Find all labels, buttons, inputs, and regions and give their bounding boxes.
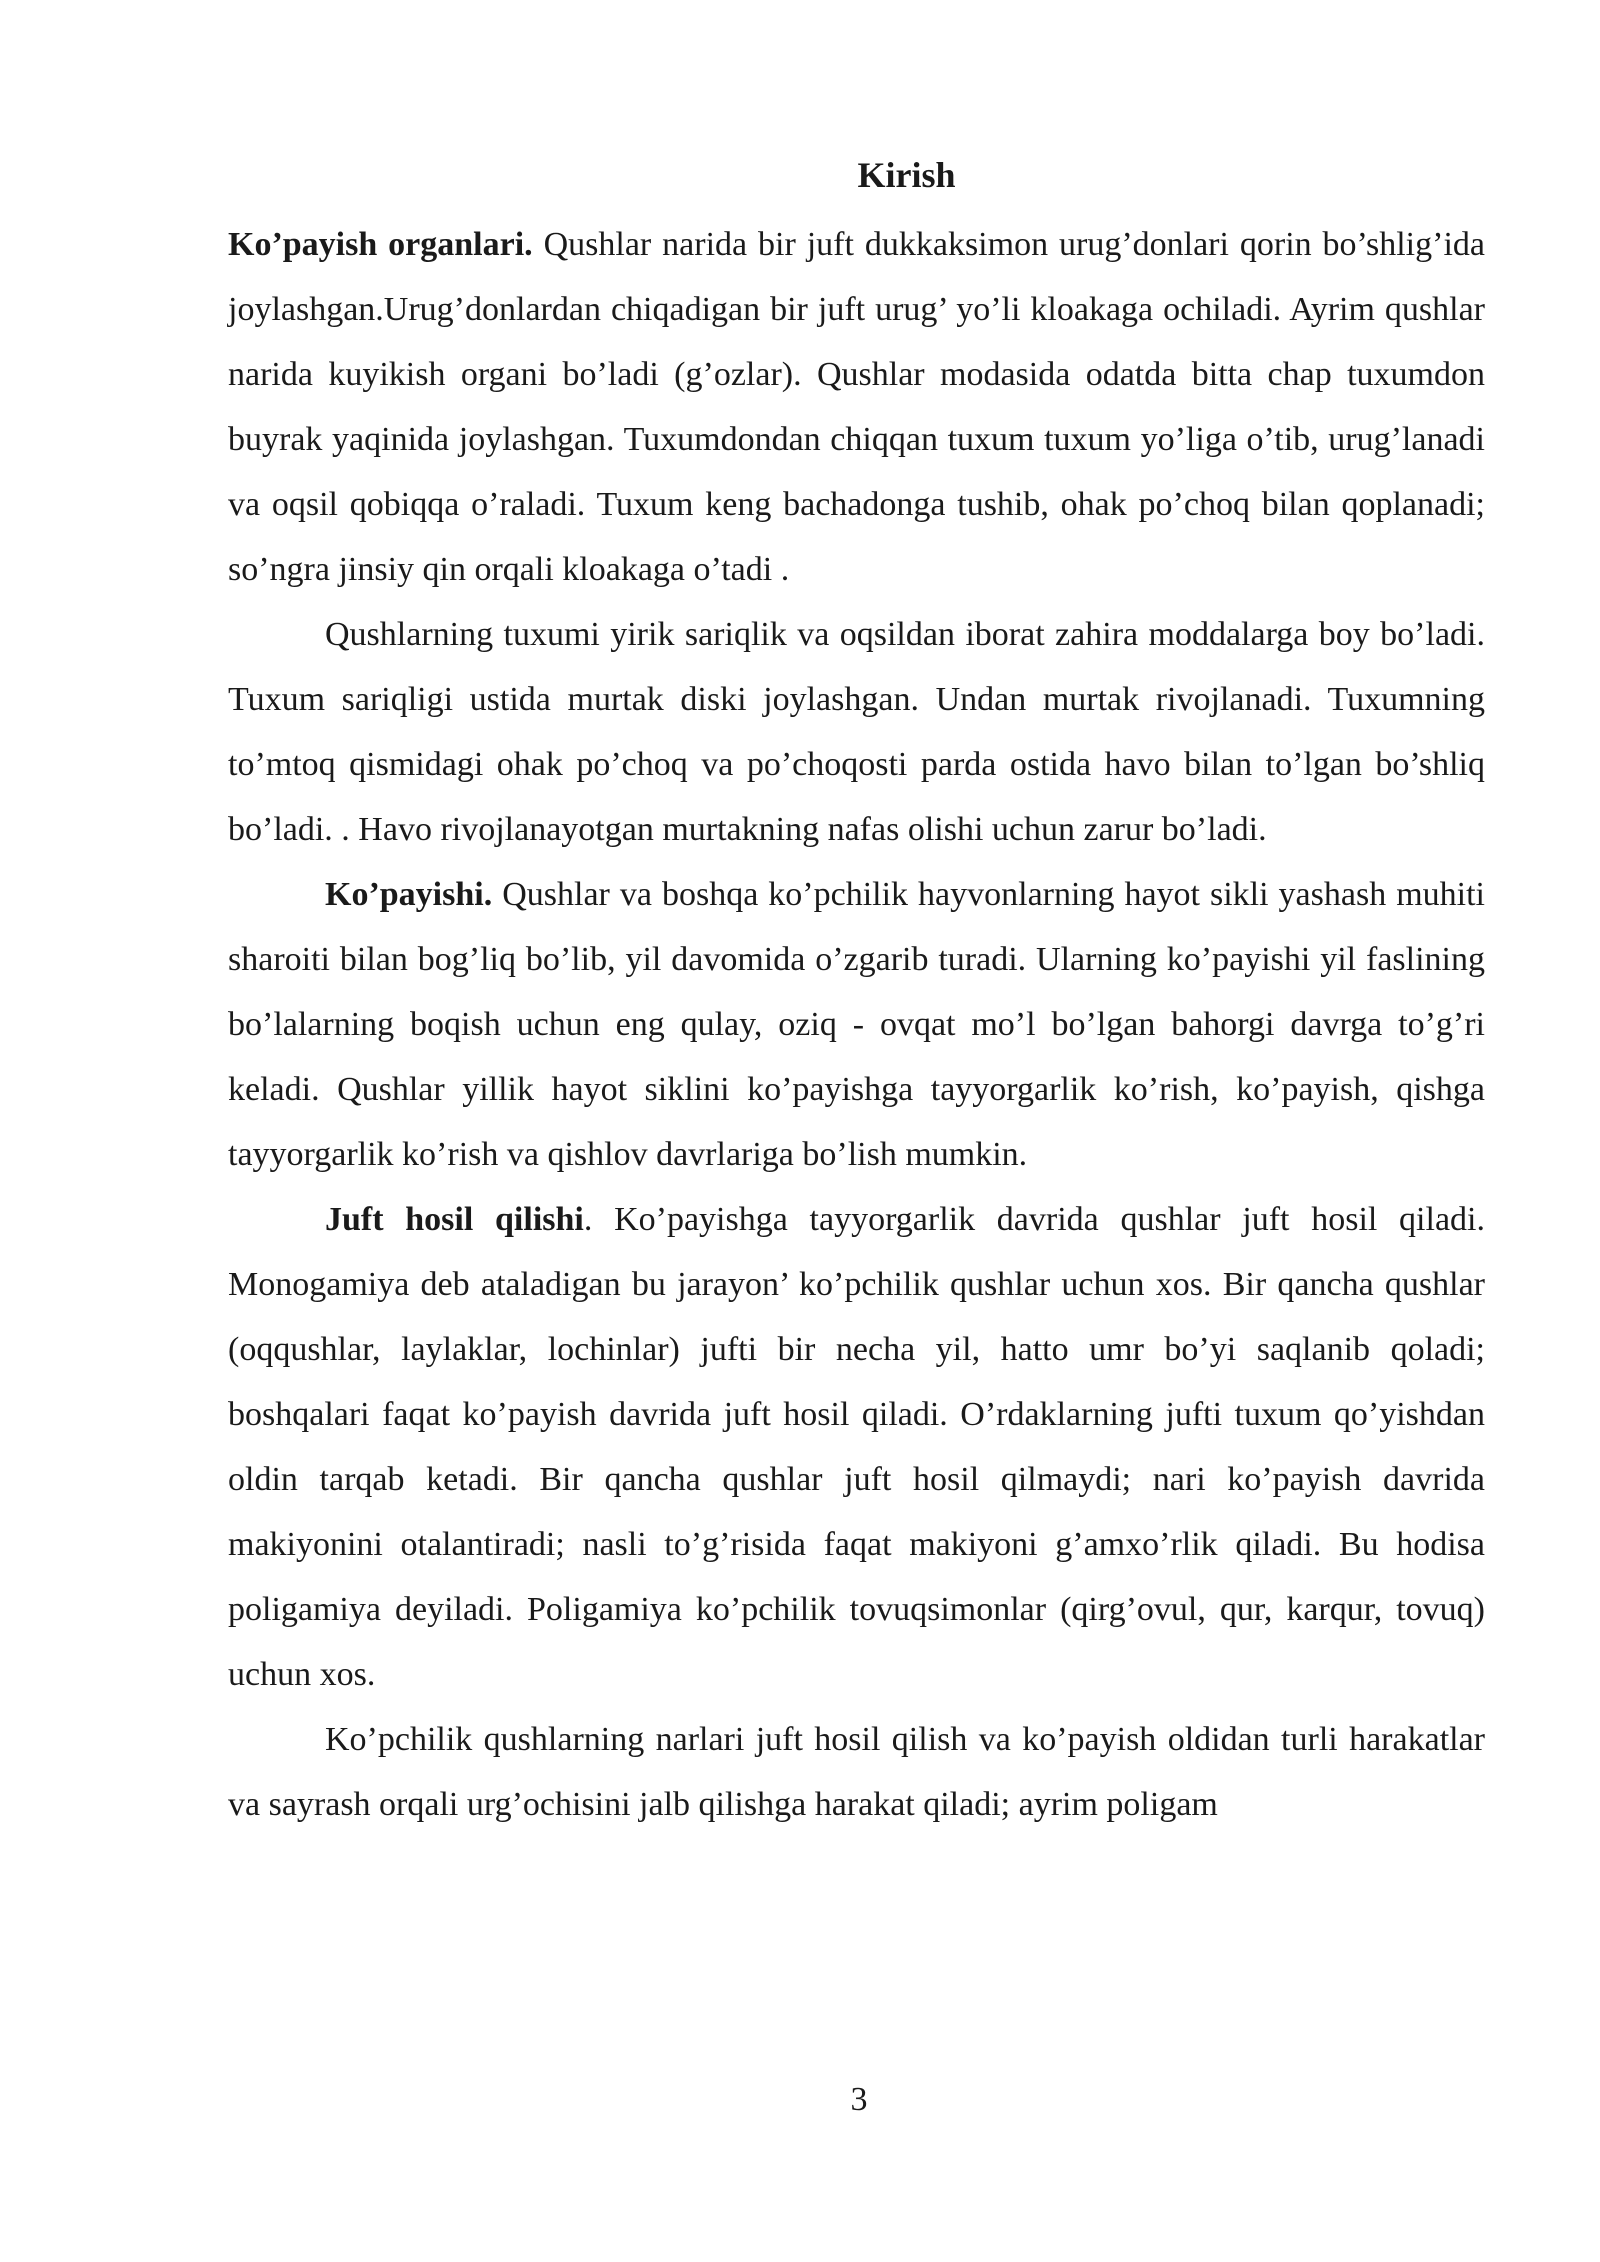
paragraph-text: Qushlar va boshqa ko’pchilik hayvonlarning hayot sikli yashash muhiti sharoiti bilan bog’liq bo’lib, yil davomida o’zgarib turadi. Ularning ko’payishi yil faslining bo’lalarning boqish uchun eng qulay, oziq - ovqat mo’l bo’lgan bahorgi davrga to’g’ri keladi. Qushlar yillik hayot siklini ko’payishga tayyorgarlik ko’rish, ko’payish, qishga tayyorgarlik ko’rish va qishlov davrlariga bo’lish mumkin. [228, 876, 1485, 1173]
page-content [228, 147, 1485, 1837]
page-title: Kirish [857, 155, 956, 195]
paragraph-text: . Ko’payishga tayyorgarlik davrida qushlar juft hosil qiladi. Monogamiya deb ataladigan bu jarayon’ ko’pchilik qushlar uchun xos. Bir qancha qushlar (oqqushlar, laylaklar, lochinlar) jufti bir necha yil, hatto umr bo’yi saqlanib qoladi; boshqalari faqat ko’payish davrida juft hosil qiladi. O’rdaklarning jufti tuxum qo’yishdan oldin tarqab ketadi. Bir qancha qushlar juft hosil qilmaydi; nari ko’payish davrida makiyonini otalantiradi; nasli to’g’risida faqat makiyoni g’amxo’rlik qiladi. Bu hodisa poligamiya deyiladi. Poligamiya ko’pchilik tovuqsimonlar (qirg’ovul, qur, karqur, tovuq) uchun xos. [228, 1201, 1485, 1693]
paragraph-reproduction [228, 862, 1485, 1187]
paragraph-heading: Ko’payishi. [325, 876, 493, 913]
paragraph-reproductive-organs [228, 212, 1485, 602]
paragraph-text: Qushlarning tuxumi yirik sariqlik va oqsildan iborat zahira moddalarga boy bo’ladi. Tuxum sariqligi ustida murtak diski joylashgan. Undan murtak rivojlanadi. Tuxumning to’mtoq qismidagi ohak po’choq va po’choqosti parda ostida havo bilan to’lgan bo’shliq bo’ladi. . Havo rivojlanayotgan murtakning nafas olishi uchun zarur bo’ladi. [228, 616, 1485, 848]
paragraph-text: Qushlar narida bir juft dukkaksimon urug’donlari qorin bo’shlig’ida joylashgan.Urug’donlardan chiqadigan bir juft urug’ yo’li kloakaga ochiladi. Ayrim qushlar narida kuyikish organi bo’ladi (g’ozlar). Qushlar modasida odatda bitta chap tuxumdon buyrak yaqinida joylashgan. Tuxumdondan chiqqan tuxum tuxum yo’liga o’tib, urug’lanadi va oqsil qobiqqa o’raladi. Tuxum keng bachadonga tushib, ohak po’choq bilan qoplanadi; so’ngra jinsiy qin orqali kloakaga o’tadi . [228, 226, 1485, 588]
paragraph-courtship [228, 1707, 1485, 1837]
paragraph-heading: Juft hosil qilishi [325, 1201, 584, 1238]
paragraph-heading: Ko’payish organlari. [228, 226, 533, 263]
paragraph-text: Ko’pchilik qushlarning narlari juft hosil qilish va ko’payish oldidan turli harakatlar va sayrash orqali urg’ochisini jalb qilishga harakat qiladi; ayrim poligam [228, 1721, 1485, 1823]
paragraph-egg [228, 602, 1485, 862]
paragraph-pair-formation [228, 1187, 1485, 1707]
page-number: 3 [850, 2081, 868, 2118]
